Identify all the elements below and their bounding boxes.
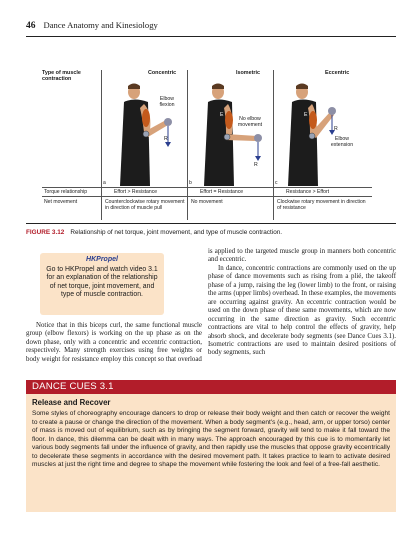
separator (101, 70, 102, 220)
muscle-label-e: E (220, 112, 224, 118)
right-column (208, 248, 396, 358)
table-rule (42, 187, 372, 188)
header-rule (26, 36, 396, 37)
panel-isometric (190, 82, 268, 182)
muscle-label-e: E (304, 112, 308, 118)
caption-label: FIGURE 3.12 (26, 229, 65, 236)
force-label-r: R (254, 162, 258, 168)
cell-movement-eccentric: Clockwise rotary movement in direction of resistance (277, 199, 366, 211)
col-header-concentric: Concentric (148, 70, 177, 76)
col-header-type: Type of muscle contraction (42, 70, 81, 82)
panel-eccentric (276, 82, 354, 182)
hkpropel-logo: HKPropel (86, 256, 118, 263)
left-paragraph: Notice that in this biceps curl, the same functional muscle group (elbow flexors) is working on the up phase as on the down phase, only with a concentric and eccentric contraction, respectively. Many strength exercises using free weights or body weight for resistance employ this concept so that overload (26, 322, 202, 363)
right-paragraph-1: is applied to the targeted muscle group in manners both concentric and eccentric. (208, 248, 396, 264)
cell-movement-concentric: Counterclockwise rotary movement in direction of muscle pull (105, 199, 185, 211)
cell-movement-isometric: No movement (191, 199, 223, 205)
running-head (26, 20, 396, 34)
col-header-isometric: Isometric (236, 70, 260, 76)
figure-caption (26, 229, 396, 236)
panel-concentric (104, 82, 182, 182)
annotation-elbow-flexion: Elbow flexion (159, 96, 175, 108)
col-header-eccentric: Eccentric (325, 70, 350, 76)
force-label-r: R (334, 126, 338, 132)
table-rule (42, 196, 372, 197)
caption-text: Relationship of net torque, joint movement, and type of muscle contraction. (70, 229, 283, 236)
isometric-illustration (190, 82, 270, 186)
dance-cues-box (26, 380, 396, 512)
page-number: 46 (26, 21, 36, 31)
cell-torque-isometric: Effort = Resistance (200, 189, 244, 195)
dance-cues-title: Release and Recover (32, 398, 111, 407)
left-column (26, 322, 202, 364)
hkpropel-callout (40, 253, 164, 315)
book-title: Dance Anatomy and Kinesiology (43, 20, 158, 30)
dance-cues-body: Some styles of choreography encourage dancers to drop or release their body weight and then catch or recover the weight to create a pause or change the direction of the movement. When a body segment's (e.g., head, arm, or upper torso) center of mass is moved out of equilibrium, such as by bringing the segment forward, gravity will tend to make it fall toward the floor. In dance, this dilemma can be dealt with in many ways. The approach encouraged by this cue is to momentarily let various body segments fall under the influence of gravity, and then rapidly use the muscles that oppose gravity eccentrically to decelerate these segments in accordance with the desired movement path. It takes practice to learn to activate desired muscles at just the right time and degree to shape the movement while fostering the look and feel of a free-fall aesthetic. (32, 410, 390, 468)
cell-torque-concentric: Effort > Resistance (114, 189, 158, 195)
hkpropel-text: Go to HKPropel and watch video 3.1 for an explanation of the relationship of net torque, joint movement, and type of muscle contraction. (46, 266, 158, 299)
annotation-no-elbow-movement: No elbow movement (237, 116, 263, 128)
cell-torque-eccentric: Resistance > Effort (286, 189, 330, 195)
figure-3-12 (42, 70, 372, 220)
dance-cues-header: DANCE CUES 3.1 (26, 380, 396, 394)
row-label-torque: Torque relationship (44, 189, 88, 195)
right-paragraph-2: In dance, concentric contractions are commonly used on the up phase of dance movements such as rising from a plié, the takeoff phase of a jump, raising the leg (lower limb) to the front, or raising the arms (upper limbs) overhead. In these examples, the movements are occurring against gravity. An eccentric contraction would be used on the down phase of these same movements, which are now occurring in the same direction as gravity. Such eccentric contractions are vital to help control the effects of gravity, help absorb shock, and decelerate body segments (see Dance Cues 3.1). Isometric contractions are used to maintain desired positions of body segments, such (208, 264, 396, 357)
separator (187, 70, 188, 220)
annotation-elbow-extension: Elbow extension (330, 136, 354, 148)
eccentric-illustration (276, 82, 356, 186)
row-label-net-movement: Net movement (44, 199, 78, 205)
panel-letter-b: b (189, 180, 192, 186)
separator (273, 70, 274, 220)
figure-rule (26, 223, 396, 224)
panel-letter-a: a (103, 180, 106, 186)
panel-letter-c: c (275, 180, 278, 186)
force-label-r: R (164, 136, 168, 142)
